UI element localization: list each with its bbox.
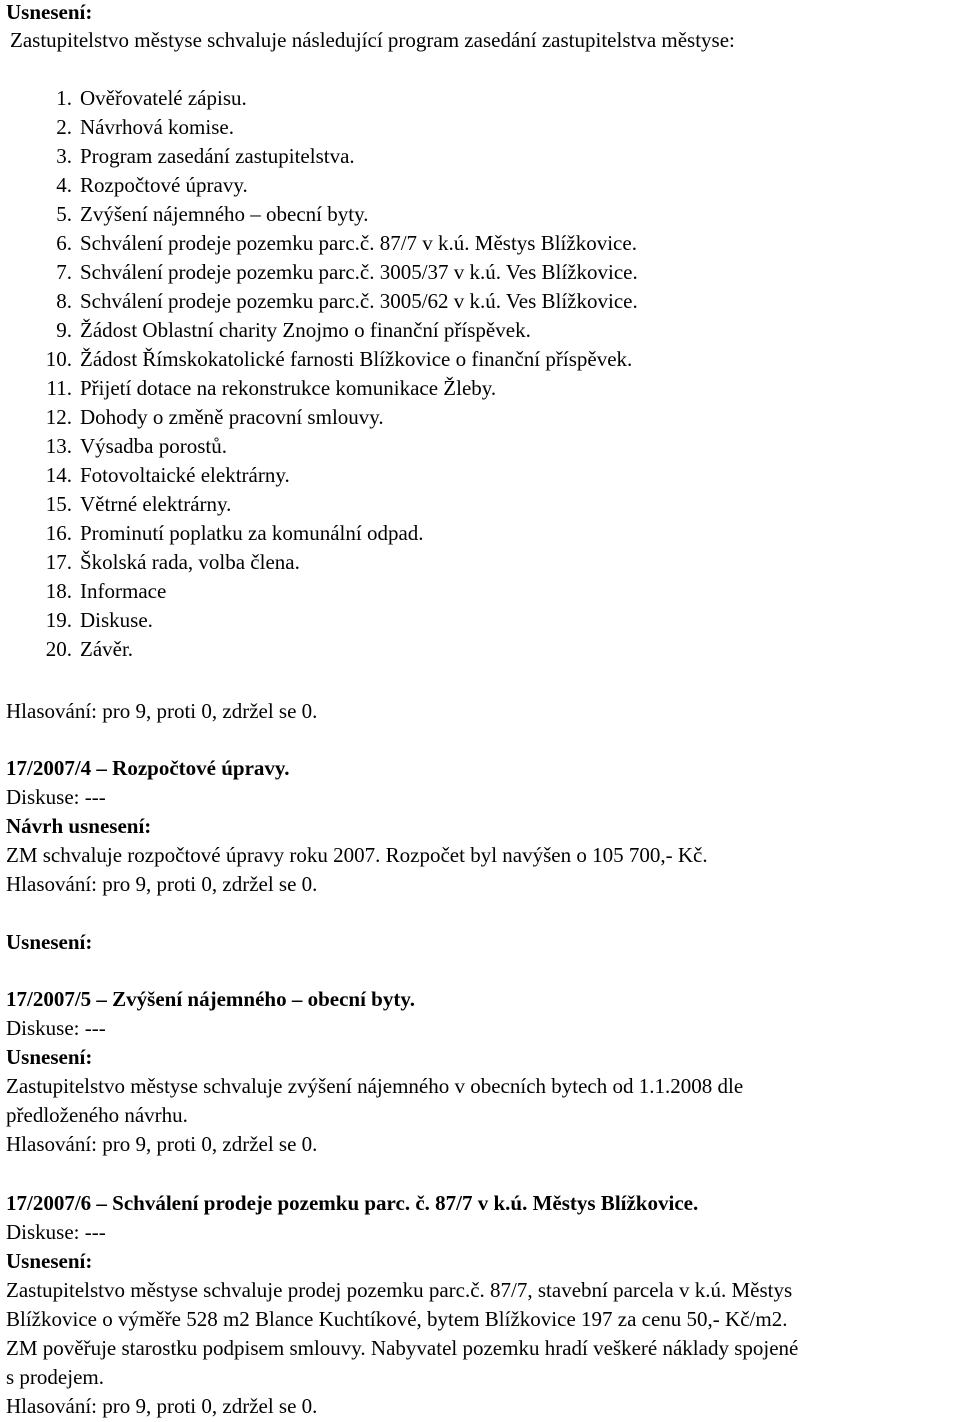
program-item-text: Výsadba porostů. bbox=[80, 434, 227, 458]
program-item-number: 13. bbox=[45, 434, 72, 458]
program-item-text: Zvýšení nájemného – obecní byty. bbox=[80, 202, 369, 226]
program-item-number: 18. bbox=[45, 579, 72, 603]
section-5-resolution-label: Usnesení: bbox=[6, 1045, 93, 1069]
program-item-number: 7. bbox=[56, 260, 72, 284]
program-item-text: Školská rada, volba člena. bbox=[80, 550, 300, 574]
program-item-text: Větrné elektrárny. bbox=[80, 492, 232, 516]
section-5-text-line-1: Zastupitelstvo městyse schvaluje zvýšení nájemného v obecních bytech od 1.1.2008 dle bbox=[6, 1074, 744, 1098]
program-item-number: 8. bbox=[56, 289, 72, 313]
program-item-text: Informace bbox=[80, 579, 167, 603]
program-item-number: 2. bbox=[56, 115, 72, 139]
program-item-number: 20. bbox=[45, 637, 72, 661]
program-item-text: Závěr. bbox=[80, 637, 134, 661]
section-5-text-line-2: předloženého návrhu. bbox=[6, 1103, 188, 1127]
program-item-text: Diskuse. bbox=[80, 608, 153, 632]
program-item-number: 9. bbox=[56, 318, 72, 342]
section-6-text-line-2: Blížkovice o výměře 528 m2 Blance Kuchtíkové, bytem Blížkovice 197 za cenu 50,- Kč/m2. bbox=[6, 1307, 788, 1331]
section-6-title: 17/2007/6 – Schválení prodeje pozemku parc. č. 87/7 v k.ú. Městys Blížkovice. bbox=[6, 1191, 699, 1215]
program-item-text: Ověřovatelé zápisu. bbox=[80, 86, 247, 110]
program-item-text: Schválení prodeje pozemku parc.č. 3005/62 v k.ú. Ves Blížkovice. bbox=[80, 289, 638, 313]
program-item-text: Žádost Oblastní charity Znojmo o finanční příspěvek. bbox=[80, 318, 531, 342]
program-item-text: Rozpočtové úpravy. bbox=[80, 173, 248, 197]
section-6-text-line-1: Zastupitelstvo městyse schvaluje prodej pozemku parc.č. 87/7, stavební parcela v k.ú. Městys bbox=[6, 1278, 793, 1302]
program-item-number: 19. bbox=[45, 608, 72, 632]
program-item-number: 5. bbox=[56, 202, 72, 226]
program-item-number: 14. bbox=[45, 463, 72, 487]
program-item-text: Schválení prodeje pozemku parc.č. 3005/37 v k.ú. Ves Blížkovice. bbox=[80, 260, 638, 284]
program-item-number: 11. bbox=[46, 376, 72, 400]
program-item-text: Přijetí dotace na rekonstrukce komunikace Žleby. bbox=[80, 376, 497, 400]
section-4-discussion: Diskuse: --- bbox=[6, 785, 106, 809]
section-6-text-line-3: ZM pověřuje starostku podpisem smlouvy. Nabyvatel pozemku hradí veškeré náklady spojené bbox=[6, 1336, 799, 1360]
resolution-label: Usnesení: bbox=[6, 0, 93, 24]
program-item-number: 10. bbox=[45, 347, 72, 371]
program-item-number: 4. bbox=[56, 173, 72, 197]
section-4-proposal-text: ZM schvaluje rozpočtové úpravy roku 2007. Rozpočet byl navýšen o 105 700,- Kč. bbox=[6, 843, 708, 867]
section-6-discussion: Diskuse: --- bbox=[6, 1220, 106, 1244]
program-item-number: 3. bbox=[56, 144, 72, 168]
section-6-text-line-4: s prodejem. bbox=[6, 1365, 104, 1389]
program-item-text: Fotovoltaické elektrárny. bbox=[80, 463, 290, 487]
vote-text: Hlasování: pro 9, proti 0, zdržel se 0. bbox=[6, 699, 318, 723]
program-item-number: 17. bbox=[45, 550, 72, 574]
program-item-text: Prominutí poplatku za komunální odpad. bbox=[80, 521, 424, 545]
program-item-text: Program zasedání zastupitelstva. bbox=[80, 144, 355, 168]
program-item-number: 12. bbox=[45, 405, 72, 429]
section-4-resolution-label: Usnesení: bbox=[6, 930, 93, 954]
program-item-text: Návrhová komise. bbox=[80, 115, 234, 139]
section-6-resolution-label: Usnesení: bbox=[6, 1249, 93, 1273]
section-4-title: 17/2007/4 – Rozpočtové úpravy. bbox=[6, 756, 290, 780]
section-6-vote: Hlasování: pro 9, proti 0, zdržel se 0. bbox=[6, 1394, 318, 1418]
program-item-text: Dohody o změně pracovní smlouvy. bbox=[80, 405, 384, 429]
program-item-number: 16. bbox=[45, 521, 72, 545]
section-5-discussion: Diskuse: --- bbox=[6, 1016, 106, 1040]
program-item-number: 1. bbox=[56, 86, 72, 110]
program-item-text: Schválení prodeje pozemku parc.č. 87/7 v k.ú. Městys Blížkovice. bbox=[80, 231, 637, 255]
resolution-text: Zastupitelstvo městyse schvaluje následující program zasedání zastupitelstva městyse: bbox=[10, 28, 735, 52]
section-4-proposal-label: Návrh usnesení: bbox=[6, 814, 152, 838]
program-item-text: Žádost Římskokatolické farnosti Blížkovice o finanční příspěvek. bbox=[80, 347, 633, 371]
section-5-title: 17/2007/5 – Zvýšení nájemného – obecní byty. bbox=[6, 987, 415, 1011]
section-5-vote: Hlasování: pro 9, proti 0, zdržel se 0. bbox=[6, 1132, 318, 1156]
program-item-number: 15. bbox=[45, 492, 72, 516]
program-item-number: 6. bbox=[56, 231, 72, 255]
section-4-vote: Hlasování: pro 9, proti 0, zdržel se 0. bbox=[6, 872, 318, 896]
